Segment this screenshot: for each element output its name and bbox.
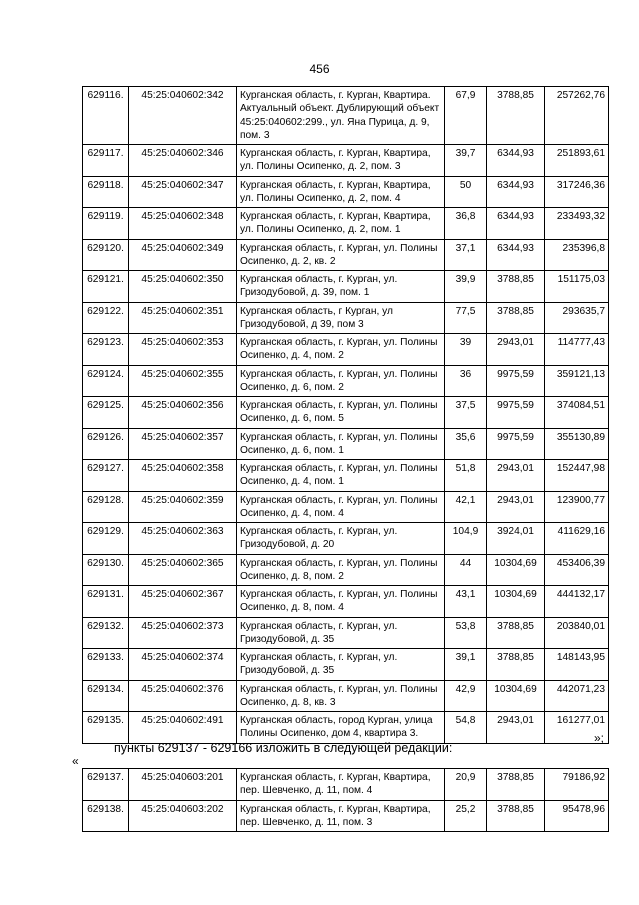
address-cell: Курганская область, г Курган, ул Гризодубовой, д 39, пом 3 <box>237 302 445 334</box>
row-number-cell: 629120. <box>83 239 129 271</box>
row-number-cell: 629119. <box>83 208 129 240</box>
opening-quote-mark: « <box>72 754 79 768</box>
unit-value-cell: 10304,69 <box>487 554 545 586</box>
cadastral-number-cell: 45:25:040602:351 <box>129 302 237 334</box>
table-row <box>83 145 609 177</box>
row-number-cell: 629118. <box>83 176 129 208</box>
unit-value-cell: 3788,85 <box>487 302 545 334</box>
area-cell: 37,1 <box>445 239 487 271</box>
total-value-cell: 235396,8 <box>545 239 609 271</box>
total-value-cell: 203840,01 <box>545 617 609 649</box>
cadastral-number-cell: 45:25:040602:376 <box>129 680 237 712</box>
cadastral-number-cell: 45:25:040602:491 <box>129 712 237 744</box>
area-cell: 53,8 <box>445 617 487 649</box>
total-value-cell: 123900,77 <box>545 491 609 523</box>
row-number-cell: 629117. <box>83 145 129 177</box>
address-cell: Курганская область, г. Курган, ул. Полины Осипенко, д. 4, пом. 1 <box>237 460 445 492</box>
address-cell: Курганская область, г. Курган, Квартира, ул. Полины Осипенко, д. 2, пом. 4 <box>237 176 445 208</box>
area-cell: 42,1 <box>445 491 487 523</box>
table-row <box>83 208 609 240</box>
total-value-cell: 359121,13 <box>545 365 609 397</box>
area-cell: 54,8 <box>445 712 487 744</box>
area-cell: 44 <box>445 554 487 586</box>
address-cell: Курганская область, г. Курган, Квартира. Актуальный объект. Дублирующий объект 45:25:040602:299., ул. Яна Пурица, д. 9, пом. 3 <box>237 87 445 145</box>
unit-value-cell: 2943,01 <box>487 491 545 523</box>
cadastral-number-cell: 45:25:040602:365 <box>129 554 237 586</box>
unit-value-cell: 2943,01 <box>487 712 545 744</box>
amendment-paragraph: пункты 629137 - 629166 изложить в следующей редакции: <box>114 741 453 755</box>
table-row <box>83 712 609 744</box>
cadastral-number-cell: 45:25:040602:347 <box>129 176 237 208</box>
total-value-cell: 233493,32 <box>545 208 609 240</box>
area-cell: 42,9 <box>445 680 487 712</box>
total-value-cell: 411629,16 <box>545 523 609 555</box>
unit-value-cell: 9975,59 <box>487 365 545 397</box>
unit-value-cell: 3788,85 <box>487 649 545 681</box>
unit-value-cell: 3924,01 <box>487 523 545 555</box>
cadastral-number-cell: 45:25:040602:355 <box>129 365 237 397</box>
address-cell: Курганская область, г. Курган, Квартира, ул. Полины Осипенко, д. 2, пом. 3 <box>237 145 445 177</box>
table-row <box>83 649 609 681</box>
address-cell: Курганская область, г. Курган, ул. Полины Осипенко, д. 8, пом. 4 <box>237 586 445 618</box>
area-cell: 50 <box>445 176 487 208</box>
address-cell: Курганская область, г. Курган, ул. Полины Осипенко, д. 8, пом. 2 <box>237 554 445 586</box>
area-cell: 20,9 <box>445 769 487 801</box>
cadastral-number-cell: 45:25:040602:359 <box>129 491 237 523</box>
area-cell: 67,9 <box>445 87 487 145</box>
address-cell: Курганская область, г. Курган, ул. Полины Осипенко, д. 4, пом. 4 <box>237 491 445 523</box>
cadastral-number-cell: 45:25:040602:374 <box>129 649 237 681</box>
address-cell: Курганская область, г. Курган, Квартира, ул. Полины Осипенко, д. 2, пом. 1 <box>237 208 445 240</box>
total-value-cell: 257262,76 <box>545 87 609 145</box>
row-number-cell: 629134. <box>83 680 129 712</box>
cadastral-number-cell: 45:25:040603:201 <box>129 769 237 801</box>
row-number-cell: 629132. <box>83 617 129 649</box>
area-cell: 104,9 <box>445 523 487 555</box>
address-cell: Курганская область, г. Курган, ул. Полины Осипенко, д. 6, пом. 2 <box>237 365 445 397</box>
cadastral-number-cell: 45:25:040603:202 <box>129 800 237 832</box>
area-cell: 77,5 <box>445 302 487 334</box>
unit-value-cell: 6344,93 <box>487 145 545 177</box>
area-cell: 39,1 <box>445 649 487 681</box>
cadastral-number-cell: 45:25:040602:356 <box>129 397 237 429</box>
row-number-cell: 629128. <box>83 491 129 523</box>
cadastral-number-cell: 45:25:040602:358 <box>129 460 237 492</box>
unit-value-cell: 9975,59 <box>487 397 545 429</box>
address-cell: Курганская область, г. Курган, ул. Полины Осипенко, д. 6, пом. 1 <box>237 428 445 460</box>
row-number-cell: 629137. <box>83 769 129 801</box>
row-number-cell: 629124. <box>83 365 129 397</box>
row-number-cell: 629116. <box>83 87 129 145</box>
table-row <box>83 302 609 334</box>
area-cell: 43,1 <box>445 586 487 618</box>
unit-value-cell: 3788,85 <box>487 87 545 145</box>
unit-value-cell: 3788,85 <box>487 617 545 649</box>
address-cell: Курганская область, г. Курган, ул. Гризодубовой, д. 35 <box>237 649 445 681</box>
total-value-cell: 453406,39 <box>545 554 609 586</box>
unit-value-cell: 6344,93 <box>487 176 545 208</box>
address-cell: Курганская область, г. Курган, Квартира, пер. Шевченко, д. 11, пом. 4 <box>237 769 445 801</box>
table-row <box>83 491 609 523</box>
address-cell: Курганская область, г. Курган, Квартира, пер. Шевченко, д. 11, пом. 3 <box>237 800 445 832</box>
address-cell: Курганская область, г. Курган, ул. Гризодубовой, д. 39, пом. 1 <box>237 271 445 303</box>
closing-quote-mark: »; <box>594 731 605 745</box>
address-cell: Курганская область, г. Курган, ул. Полины Осипенко, д. 2, кв. 2 <box>237 239 445 271</box>
cadastral-number-cell: 45:25:040602:348 <box>129 208 237 240</box>
row-number-cell: 629121. <box>83 271 129 303</box>
property-table-continued <box>82 768 609 832</box>
table-row <box>83 334 609 366</box>
unit-value-cell: 2943,01 <box>487 334 545 366</box>
address-cell: Курганская область, г. Курган, ул. Полины Осипенко, д. 4, пом. 2 <box>237 334 445 366</box>
area-cell: 35,6 <box>445 428 487 460</box>
unit-value-cell: 2943,01 <box>487 460 545 492</box>
table-row <box>83 460 609 492</box>
table-row <box>83 176 609 208</box>
table-row <box>83 428 609 460</box>
row-number-cell: 629126. <box>83 428 129 460</box>
total-value-cell: 148143,95 <box>545 649 609 681</box>
address-cell: Курганская область, город Курган, улица Полины Осипенко, дом 4, квартира 3. <box>237 712 445 744</box>
area-cell: 37,5 <box>445 397 487 429</box>
total-value-cell: 374084,51 <box>545 397 609 429</box>
table-row <box>83 87 609 145</box>
row-number-cell: 629123. <box>83 334 129 366</box>
table-row <box>83 523 609 555</box>
unit-value-cell: 10304,69 <box>487 680 545 712</box>
address-cell: Курганская область, г. Курган, ул. Гризодубовой, д. 20 <box>237 523 445 555</box>
cadastral-number-cell: 45:25:040602:353 <box>129 334 237 366</box>
unit-value-cell: 6344,93 <box>487 208 545 240</box>
cadastral-number-cell: 45:25:040602:350 <box>129 271 237 303</box>
table-row <box>83 586 609 618</box>
table-row <box>83 239 609 271</box>
property-table <box>82 86 609 744</box>
unit-value-cell: 6344,93 <box>487 239 545 271</box>
table-row <box>83 365 609 397</box>
total-value-cell: 355130,89 <box>545 428 609 460</box>
cadastral-number-cell: 45:25:040602:346 <box>129 145 237 177</box>
cadastral-number-cell: 45:25:040602:357 <box>129 428 237 460</box>
table-row <box>83 769 609 801</box>
total-value-cell: 151175,03 <box>545 271 609 303</box>
row-number-cell: 629127. <box>83 460 129 492</box>
total-value-cell: 114777,43 <box>545 334 609 366</box>
address-cell: Курганская область, г. Курган, ул. Полины Осипенко, д. 6, пом. 5 <box>237 397 445 429</box>
area-cell: 39 <box>445 334 487 366</box>
cadastral-number-cell: 45:25:040602:367 <box>129 586 237 618</box>
total-value-cell: 95478,96 <box>545 800 609 832</box>
area-cell: 25,2 <box>445 800 487 832</box>
row-number-cell: 629133. <box>83 649 129 681</box>
total-value-cell: 317246,36 <box>545 176 609 208</box>
total-value-cell: 444132,17 <box>545 586 609 618</box>
area-cell: 51,8 <box>445 460 487 492</box>
unit-value-cell: 3788,85 <box>487 769 545 801</box>
row-number-cell: 629130. <box>83 554 129 586</box>
row-number-cell: 629125. <box>83 397 129 429</box>
address-cell: Курганская область, г. Курган, ул. Полины Осипенко, д. 8, кв. 3 <box>237 680 445 712</box>
page-number: 456 <box>309 62 330 76</box>
total-value-cell: 152447,98 <box>545 460 609 492</box>
unit-value-cell: 3788,85 <box>487 800 545 832</box>
area-cell: 39,9 <box>445 271 487 303</box>
total-value-cell: 79186,92 <box>545 769 609 801</box>
unit-value-cell: 10304,69 <box>487 586 545 618</box>
cadastral-number-cell: 45:25:040602:363 <box>129 523 237 555</box>
cadastral-number-cell: 45:25:040602:349 <box>129 239 237 271</box>
area-cell: 36 <box>445 365 487 397</box>
row-number-cell: 629122. <box>83 302 129 334</box>
total-value-cell: 251893,61 <box>545 145 609 177</box>
cadastral-number-cell: 45:25:040602:373 <box>129 617 237 649</box>
table-row <box>83 397 609 429</box>
table-row <box>83 271 609 303</box>
total-value-cell: 442071,23 <box>545 680 609 712</box>
row-number-cell: 629135. <box>83 712 129 744</box>
address-cell: Курганская область, г. Курган, ул. Гризодубовой, д. 35 <box>237 617 445 649</box>
unit-value-cell: 3788,85 <box>487 271 545 303</box>
table-row <box>83 680 609 712</box>
table-row <box>83 617 609 649</box>
table-row <box>83 800 609 832</box>
row-number-cell: 629131. <box>83 586 129 618</box>
table-row <box>83 554 609 586</box>
area-cell: 39,7 <box>445 145 487 177</box>
total-value-cell: 161277,01 <box>545 712 609 744</box>
total-value-cell: 293635,7 <box>545 302 609 334</box>
unit-value-cell: 9975,59 <box>487 428 545 460</box>
area-cell: 36,8 <box>445 208 487 240</box>
row-number-cell: 629129. <box>83 523 129 555</box>
row-number-cell: 629138. <box>83 800 129 832</box>
cadastral-number-cell: 45:25:040602:342 <box>129 87 237 145</box>
